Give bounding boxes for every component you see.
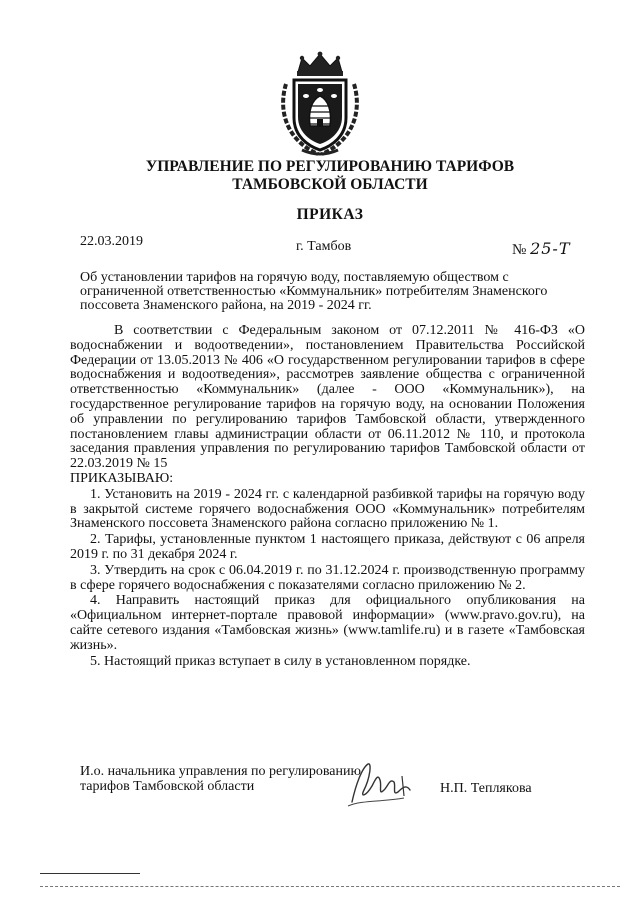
number-handwritten: 25-Т [530,239,571,258]
coat-of-arms-icon [272,50,368,160]
footer-rule [40,873,140,874]
order-item: 5. Настоящий приказ вступает в силу в установленном порядке. [90,653,471,669]
signatory-name: Н.П. Теплякова [440,781,532,796]
order-item: 3. Утвердить на срок с 06.04.2019 г. по 31.12.2024 г. производственную программу в сфере горячего водоснабжения с показателями согласно приложению № 2. [70,562,585,593]
subject-line: ограниченной ответственностью «Коммунальник» потребителям Знаменского [80,284,548,299]
organization-name: УПРАВЛЕНИЕ ПО РЕГУЛИРОВАНИЮ ТАРИФОВ [145,158,515,175]
subject-line: поссовета Знаменского района, на 2019 - 2024 гг. [80,298,372,313]
footer-scan-line [40,886,620,887]
signature-icon [342,756,422,812]
order-item: 2. Тарифы, установленные пунктом 1 настоящего приказа, действуют с 06 апреля 2019 г. по 31 декабря 2024 г. [70,532,585,562]
order-word: ПРИКАЗЫВАЮ: [70,470,174,486]
document-city: г. Тамбов [296,239,352,254]
position-line: И.о. начальника управления по регулированию [80,764,361,779]
signatory-position [80,764,361,794]
preamble-paragraph: В соответствии с Федеральным законом от 07.12.2011 № 416-ФЗ «О водоснабжении и водоотведении», постановлением Правительства Российской Федерации от 13.05.2013 № 406 «О государственном регулировании тарифов в сфере водоснабжения и водоотведения», рассмотрев заявление общества с ограниченной ответственностью «Коммунальник» (далее - ООО «Коммунальник»), на государственное регулирование тарифов на горячую воду, на основании Положения об управлении по регулированию тарифов Тамбовской области, утвержденного постановлением главы администрации области от 06.11.2012 № 110, и протокола заседания правления управления по регулированию тарифов Тамбовской области от 22.03.2019 № 15 [70,323,585,472]
document-subject [80,271,585,313]
document-body [70,324,585,669]
number-prefix: № [512,242,527,258]
document-date: 22.03.2019 [80,234,143,249]
document-type: ПРИКАЗ [296,206,364,223]
order-item: 4. Направить настоящий приказ для официального опубликования на «Официальном интернет-портале правовой информации» (www.pravo.gov.ru), на сайте сетевого издания «Тамбовская жизнь» (www.tamlife.ru) и в газете «Тамбовская жизнь». [70,593,585,653]
subject-line: Об установлении тарифов на горячую воду, поставляемую обществом с [80,270,509,285]
order-item: 1. Установить на 2019 - 2024 гг. с календарной разбивкой тарифы на горячую воду в закрытой системе горячего водоснабжения ООО «Коммунальник» потребителям Знаменского поссовета Знаменского района согласно приложению № 1. [70,486,585,532]
document-number [512,239,571,259]
organization-region: ТАМБОВСКОЙ ОБЛАСТИ [232,176,428,193]
position-line: тарифов Тамбовской области [80,779,255,794]
